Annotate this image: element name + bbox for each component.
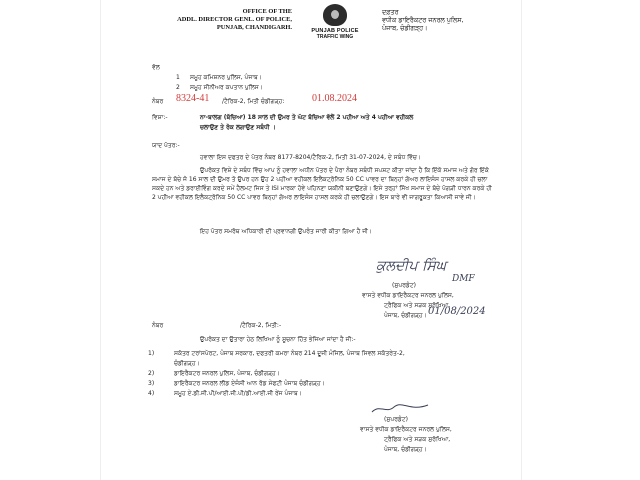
- signature-1-line-1: ਵਾਸਤੇ ਵਧੀਕ ਡਾਇਰੈਕਟਰ ਜਨਰਲ ਪੁਲਿਸ,: [362, 292, 454, 299]
- recipient-1-num: 1: [176, 74, 180, 81]
- signature-2-scribble: [370, 402, 430, 416]
- endorsement-item-2: ਡਾਇਰੈਕਟਰ ਜਨਰਲ ਪੁਲਿਸ, ਪੰਜਾਬ, ਚੰਡੀਗੜ੍ਹ।: [174, 370, 280, 377]
- endorsement-item-1-cont: ਚੰਡੀਗੜ੍ਹ।: [174, 360, 200, 367]
- recipients-label: ਵੱਲ: [152, 64, 160, 71]
- endorsement-item-1: ਸਕੱਤਰ ਟਰਾਂਸਪੋਰਟ, ਪੰਜਾਬ ਸਰਕਾਰ, ਦਫਤਰੀ ਕਮਰਾ ਨੰਬਰ 214 ਦੂਜੀ ਮੰਜਿਲ, ਪੰਜਾਬ ਸਿਵਲ ਸਕੱਤਰੇਤ-2,: [174, 350, 405, 357]
- signature-2-line-2: ਟ੍ਰੈਫਿਕ ਅਤੇ ਸੜਕ ਸੁਰੱਖਿਆ,: [384, 436, 451, 443]
- signature-1-line-3: ਪੰਜਾਬ, ਚੰਡੀਗੜ੍ਹ।: [384, 312, 427, 319]
- signature-1-line-2: ਟ੍ਰੈਫਿਕ ਅਤੇ ਸੜਕ ਸੁਰੱਖਿਆ,: [384, 302, 451, 309]
- endorsement-item-2-num: 2): [148, 370, 155, 377]
- signature-2-title: (ਸੁਪਰਡੰਟ): [384, 416, 409, 423]
- letter-number-handwritten: 8324-41: [176, 93, 210, 104]
- document-page: [100, 0, 522, 480]
- subject-label: ਵਿਸ਼ਾ:-: [152, 114, 168, 121]
- endorsement-item-4-num: 4): [148, 390, 155, 397]
- signature-1-title: (ਸੁਪਰਡੰਟ): [392, 282, 417, 289]
- recipient-2: ਸਮੂਹ ਸੀਨੀਅਰ ਕਪਤਾਨ ਪੁਲਿਸ।: [190, 84, 263, 91]
- body-paragraph-2: ਇਹ ਪੱਤਰ ਸਮਰੱਥ ਅਧਿਕਾਰੀ ਦੀ ਪ੍ਰਵਾਨਗੀ ਉਪਰੰਤ ਜਾਰੀ ਕੀਤਾ ਗਿਆ ਹੈ ਜੀ।: [200, 228, 373, 235]
- endorsement-number-label: ਨੰਬਰ: [152, 322, 164, 329]
- logo-subtitle: TRAFFIC WING: [316, 34, 354, 40]
- office-line-1: OFFICE OF THE: [242, 8, 292, 15]
- office-header-english: [152, 8, 292, 32]
- letter-number-suffix: /ਟੈਰਿਕ-2, ਮਿਤੀ ਚੰਡੀਗੜ੍ਹ:: [222, 98, 285, 105]
- memo-reference: ਹਵਾਲਾ ਇਸ ਦਫਤਰ ਦੇ ਪੱਤਰ ਨੰਬਰ 8177-8204/ਟੈਰਿਕ-2, ਮਿਤੀ 31-07-2024, ਦੇ ਸਬੰਧ ਵਿੱਚ।: [200, 154, 421, 161]
- logo-name: PUNJAB POLICE: [311, 28, 359, 34]
- office-pa-line-2: ਵਧੀਕ ਡਾਇਰੈਕਟਰ ਜਨਰਲ ਪੁਲਿਸ,: [382, 16, 464, 24]
- signature-2-line-3: ਪੰਜਾਬ, ਚੰਡੀਗੜ੍ਹ।: [384, 446, 427, 453]
- office-line-3: PUNJAB, CHANDIGARH.: [216, 24, 292, 31]
- endorsement-item-4: ਸਮੂਹ ਏ.ਡੀ.ਜੀ.ਪੀ/ਆਈ.ਜੀ.ਪੀ/ਡੀ.ਆਈ.ਜੀ ਰੇਂਜ ਪੰਜਾਬ।: [174, 390, 302, 397]
- endorsement-item-3: ਡਾਇਰੈਕਟਰ ਜਨਰਲ ਲੀਡ ਏਜੰਸੀ ਆਨ ਰੋਡ ਸੇਫਟੀ ਪੰਜਾਬ ਚੰਡੀਗੜ੍ਹ।: [174, 380, 325, 387]
- recipient-2-num: 2: [176, 84, 180, 91]
- letter-date-handwritten: 01.08.2024: [312, 93, 357, 104]
- handwritten-initials: DMF: [452, 274, 475, 284]
- handwritten-signature: ਕੁਲਦੀਪ ਸਿੰਘ: [376, 258, 447, 274]
- subject-line-1: ਨਾ-ਬਾਲਗ (ਬੱਚਿਆ) 18 ਸਾਲ ਦੀ ਉਮਰ ਤੋ ਘੱਟ ਬੱਚਿਆ ਵੱਲੋਂ 2 ਪਹੀਆ ਅਤੇ 4 ਪਹੀਆ ਵਹੀਕਲ: [200, 114, 414, 121]
- office-header-punjabi: [382, 8, 464, 32]
- body-paragraph-1: ਉਪਰੋਕਤ ਵਿਸ਼ੇ ਦੇ ਸਬੰਧ ਵਿੱਚ ਆਪ ਨੂੰ ਹਵਾਲਾ ਅਧੀਨ ਪੱਤਰ ਦੇ ਪੈਰਾ ਨੰਬਰ ਸਬੰਧੀ ਸਪਸ਼ਟ ਕੀਤਾ ਜਾਂਦਾ ਹੈ ਕਿ ਇੱਕੋ ਸਮਾਜ ਅਤੇ ਗੋਰ ਇੱਕੋ ਸਮਾਜ ਦੇ ਬੱਚੇ ਜੋ 16 ਸਾਲ ਦੀ ਉਮਰ ਤੋ ਉਪਰ ਹਨ ਉਹ 2 ਪਹੀਆ ਵਹੀਕਲ ਇਲੈਕਟ੍ਰੋਨਿਕ 50 CC ਪਾਵਰ ਦਾ ਬਿਨ੍ਹਾਂ ਗੋਅਰ ਲਾਇਸੰਸ ਹਾਸਲ ਕਰਕੇ ਹੀ ਚਲਾ ਸਕਦੇ ਹਨ ਅਤੇ ਡਰਾਈਵਿੰਗ ਕਰਦੇ ਸਮੇਂ ਹੈਲਮਟ ਜਿਸ ਤੇ ISI ਮਾਰਕਾ ਹੋਵੇ ਪਹਿਨਣਾ ਯਕੀਨੀ ਬਣਾਉਣਗੇ। ਇਸੇ ਤਰ੍ਹਾਂ ਸਿੱਖ ਸਮਾਜ ਦੇ ਬੱਚੇ ਪੱਗੜੀ ਧਾਰਨ ਕਰਕੇ ਹੀ 2 ਪਹੀਆ ਵਹੀਕਲ ਇਲੈਕਟ੍ਰੋਨਿਕ 50 CC ਪਾਵਰ ਬਿਨ੍ਹਾਂ ਗੋਅਰ ਲਾਇਸੰਸ ਹਾਸਲ ਕਰਕੇ ਹੀ ਚਲਾਉਣਗੇ। ਇਸ ਬਾਰੇ ਵੀ ਜਾਗਰੂਕਤਾ ਕਿਆਸੀ ਜਾਵੇ ਜੀ।: [152, 167, 492, 201]
- endorsement-item-3-num: 3): [148, 380, 155, 387]
- police-emblem-icon: [323, 4, 347, 26]
- subject-line-2: ਚਲਾਉਣ ਤੇ ਰੋਕ ਲਗਾਉਣ ਸਬੰਧੀ ।: [200, 124, 276, 131]
- office-line-2: ADDL. DIRECTOR GENL. OF POLICE,: [177, 16, 292, 23]
- recipient-1: ਸਮੂਹ ਕਮਿਸ਼ਨਰ ਪੁਲਿਸ, ਪੰਜਾਬ।: [190, 74, 262, 81]
- letter-number-label: ਨੰਬਰ: [152, 98, 164, 105]
- punjab-police-logo: [300, 4, 370, 40]
- office-pa-line-1: ਦਫ਼ਤਰ: [382, 8, 399, 16]
- signature-1-date-handwritten: 01/08/2024: [428, 306, 486, 317]
- endorsement-number-suffix: /ਟੈਰਿਕ-2, ਮਿਤੀ:-: [240, 322, 282, 329]
- endorsement-intro: ਉਪਰੋਕਤ ਦਾ ਉਤਾਰਾ ਹੇਠ ਲਿਖਿਆ ਨੂੰ ਸੂਚਨਾ ਹਿੱਤ ਭੇਜਿਆ ਜਾਂਦਾ ਹੈ ਜੀ:-: [200, 336, 356, 343]
- signature-2-line-1: ਵਾਸਤੇ ਵਧੀਕ ਡਾਇਰੈਕਟਰ ਜਨਰਲ ਪੁਲਿਸ,: [360, 426, 452, 433]
- office-pa-line-3: ਪੰਜਾਬ, ਚੰਡੀਗੜ੍ਹ।: [382, 24, 428, 32]
- memo-label: ਯਾਦ ਪੱਤਰ:-: [152, 142, 180, 149]
- endorsement-item-1-num: 1): [148, 350, 155, 357]
